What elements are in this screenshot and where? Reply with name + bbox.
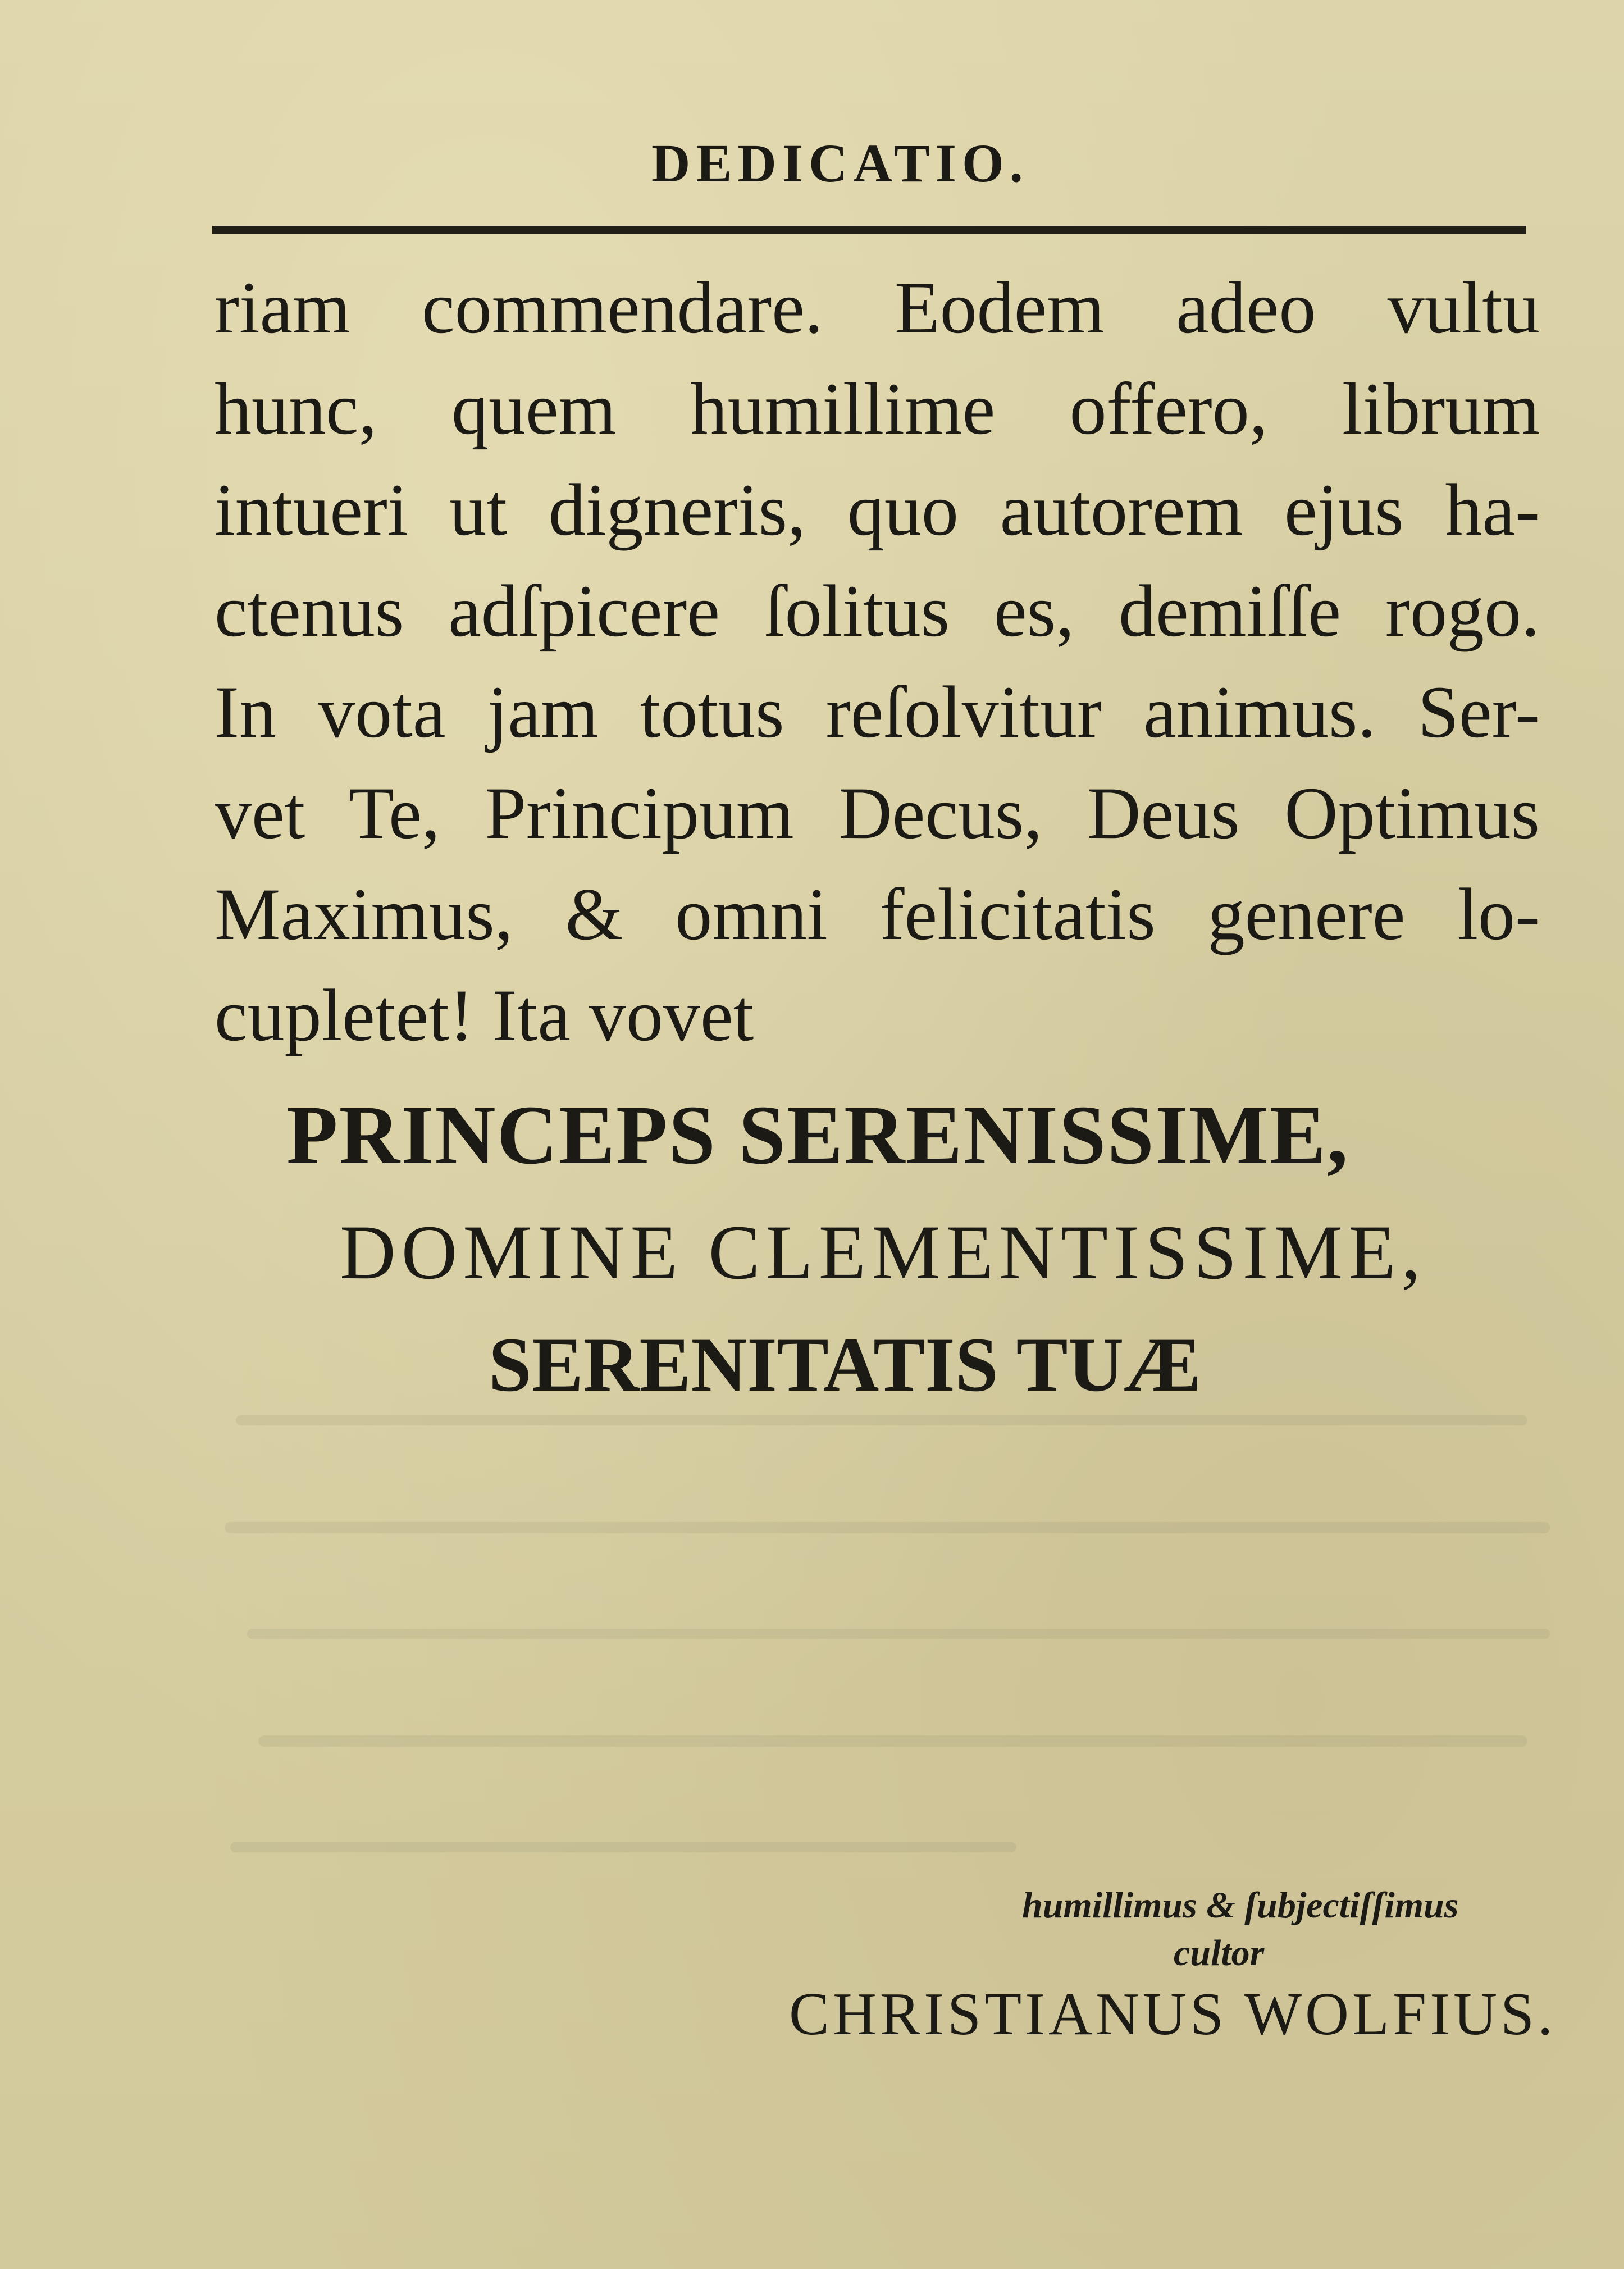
signature-name: CHRISTIANUS WOLFIUS. — [789, 1981, 1557, 2048]
salutation-princeps: PRINCEPS SERENISSIME, — [286, 1088, 1349, 1182]
dedication-body — [215, 257, 1540, 1066]
salutation-domine: DOMINE CLEMENTISSIME, — [340, 1209, 1426, 1295]
salutation-serenitatis: SERENITATIS TUÆ — [489, 1322, 1202, 1407]
running-head: DEDICATIO. — [651, 133, 1029, 193]
body-line: intueri ut digneris, quo autorem ejus ha- — [215, 468, 1540, 551]
body-line: In vota jam totus reſolvitur animus. Ser- — [215, 671, 1540, 753]
body-line: Maximus, & omni felicitatis genere lo- — [215, 873, 1540, 955]
header-rule — [212, 226, 1526, 234]
body-line: vet Te, Principum Decus, Deus Optimus — [215, 772, 1540, 854]
bleed-through-texture — [225, 1393, 1572, 1898]
body-line: ctenus adſpicere ſolitus es, demiſſe rogo. — [215, 569, 1540, 652]
signature-cultor: cultor — [1174, 1933, 1265, 1974]
body-line: hunc, quem humillime offero, librum — [215, 367, 1540, 450]
body-line-last: cupletet! Ita vovet — [215, 974, 754, 1056]
body-line: riam commendare. Eodem adeo vultu — [215, 266, 1540, 349]
signature-title: humillimus & ſubjectiſſimus — [1022, 1885, 1459, 1926]
